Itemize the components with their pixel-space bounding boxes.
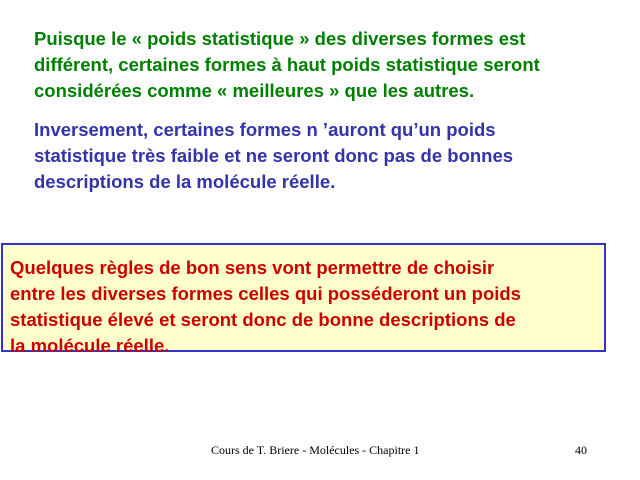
paragraph-line: descriptions de la molécule réelle. <box>34 171 336 192</box>
callout-line: statistique élevé et seront donc de bonne descriptions de <box>10 309 516 330</box>
paragraph-line: Inversement, certaines formes n ’auront qu’un poids <box>34 119 496 140</box>
paragraph-line: Puisque le « poids statistique » des diverses formes est <box>34 28 526 49</box>
callout-line: entre les diverses formes celles qui posséderont un poids <box>10 283 521 304</box>
callout-line: Quelques règles de bon sens vont permettre de choisir <box>10 257 495 278</box>
slide-footer: Cours de T. Briere - Molécules - Chapitre 1 <box>211 443 420 457</box>
rules-callout-text <box>10 255 521 359</box>
paragraph-statistical-weight <box>34 26 540 104</box>
callout-line: la molécule réelle. <box>10 335 170 356</box>
rules-callout-box <box>1 243 606 356</box>
paragraph-low-weight-forms <box>34 117 513 195</box>
paragraph-line: considérées comme « meilleures » que les autres. <box>34 80 475 101</box>
page-number: 40 <box>575 443 587 457</box>
paragraph-line: différent, certaines formes à haut poids statistique seront <box>34 54 540 75</box>
paragraph-line: statistique très faible et ne seront donc pas de bonnes <box>34 145 514 166</box>
